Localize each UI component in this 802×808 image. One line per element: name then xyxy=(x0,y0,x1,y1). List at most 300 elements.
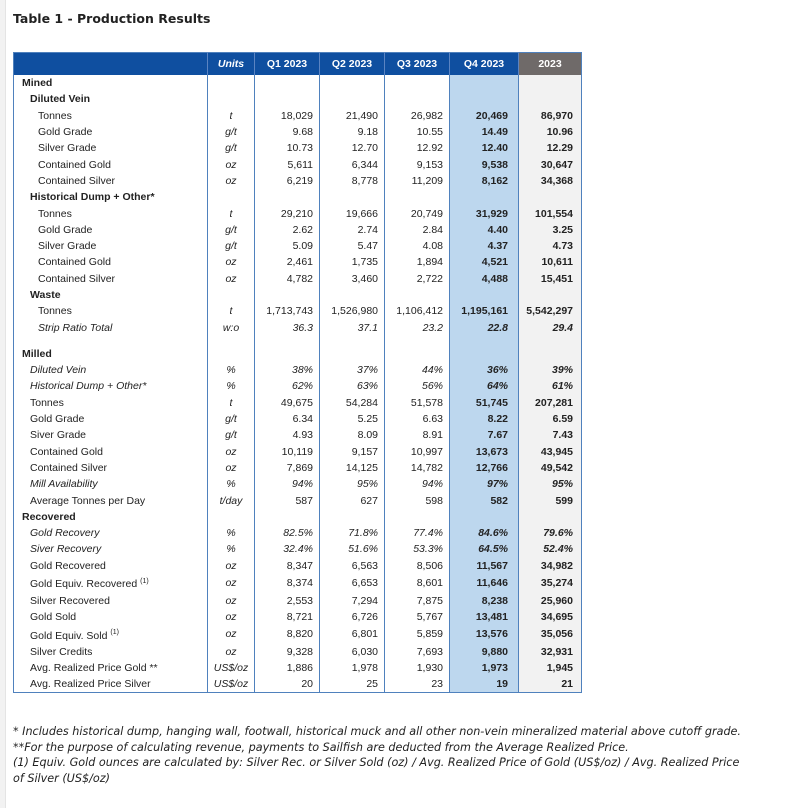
footnotes xyxy=(13,724,753,786)
value-q2: 6,653 xyxy=(320,574,385,593)
value-q3: 94% xyxy=(385,476,450,492)
value-q4: 14.49 xyxy=(450,124,519,140)
value-q2: 1,526,980 xyxy=(320,303,385,319)
value-q3: 6.63 xyxy=(385,411,450,427)
value-q2: 627 xyxy=(320,492,385,508)
value-year: 5,542,297 xyxy=(519,303,582,319)
table-header-row xyxy=(14,53,582,76)
units-cell: % xyxy=(208,541,255,557)
row-label xyxy=(14,558,208,574)
value-q1: 8,347 xyxy=(255,558,320,574)
row-label xyxy=(14,362,208,378)
value-year: 35,274 xyxy=(519,574,582,593)
table-row xyxy=(14,140,582,156)
value-q4 xyxy=(450,91,519,107)
value-q3 xyxy=(385,287,450,303)
value-year: 10,611 xyxy=(519,254,582,270)
value-q4: 64.5% xyxy=(450,541,519,557)
spacer-cell xyxy=(320,336,385,346)
units-cell: t xyxy=(208,395,255,411)
units-cell: oz xyxy=(208,460,255,476)
value-q2: 21,490 xyxy=(320,108,385,124)
row-label-text: Contained Gold xyxy=(30,445,103,458)
row-label-text: Waste xyxy=(30,289,61,301)
units-cell: g/t xyxy=(208,140,255,156)
value-q2: 6,563 xyxy=(320,558,385,574)
row-label xyxy=(14,541,208,557)
value-q1: 6.34 xyxy=(255,411,320,427)
value-q2: 5.25 xyxy=(320,411,385,427)
value-q2 xyxy=(320,189,385,205)
value-q1: 7,869 xyxy=(255,460,320,476)
section-row xyxy=(14,75,582,91)
value-q4: 1,973 xyxy=(450,660,519,676)
value-q4: 4.40 xyxy=(450,222,519,238)
units-cell: t xyxy=(208,303,255,319)
units-cell: t xyxy=(208,205,255,221)
value-year xyxy=(519,91,582,107)
value-year: 15,451 xyxy=(519,271,582,287)
value-q1 xyxy=(255,346,320,362)
value-q2: 37% xyxy=(320,362,385,378)
table-row xyxy=(14,156,582,172)
table-row xyxy=(14,173,582,189)
row-label xyxy=(14,460,208,476)
value-year: 6.59 xyxy=(519,411,582,427)
spacer-cell xyxy=(255,336,320,346)
table-row xyxy=(14,660,582,676)
value-year: 10.96 xyxy=(519,124,582,140)
value-q2: 12.70 xyxy=(320,140,385,156)
units-cell xyxy=(208,189,255,205)
value-q4: 12,766 xyxy=(450,460,519,476)
value-q4 xyxy=(450,346,519,362)
value-q3: 8.91 xyxy=(385,427,450,443)
row-label-text: Milled xyxy=(22,347,52,360)
value-q4: 13,673 xyxy=(450,444,519,460)
row-label xyxy=(14,609,208,625)
value-q2: 14,125 xyxy=(320,460,385,476)
value-q1: 2,461 xyxy=(255,254,320,270)
row-label xyxy=(14,205,208,221)
value-q4: 7.67 xyxy=(450,427,519,443)
table-row xyxy=(14,492,582,508)
value-q1: 4.93 xyxy=(255,427,320,443)
table-row xyxy=(14,238,582,254)
value-q1: 20 xyxy=(255,676,320,693)
spacer-cell xyxy=(385,336,450,346)
value-q1: 29,210 xyxy=(255,205,320,221)
row-label xyxy=(14,427,208,443)
units-cell: oz xyxy=(208,558,255,574)
units-cell: oz xyxy=(208,625,255,644)
value-q4: 12.40 xyxy=(450,140,519,156)
value-q4: 64% xyxy=(450,378,519,394)
value-year: 3.25 xyxy=(519,222,582,238)
units-cell: t xyxy=(208,108,255,124)
value-year: 52.4% xyxy=(519,541,582,557)
value-q4: 11,567 xyxy=(450,558,519,574)
value-q1: 36.3 xyxy=(255,319,320,335)
value-year: 1,945 xyxy=(519,660,582,676)
row-label xyxy=(14,644,208,660)
footnote-marker: (1) xyxy=(140,577,149,585)
value-q3: 2,722 xyxy=(385,271,450,287)
table-row xyxy=(14,592,582,608)
value-q2: 8,778 xyxy=(320,173,385,189)
value-q2: 1,735 xyxy=(320,254,385,270)
row-label xyxy=(14,660,208,676)
value-q2: 63% xyxy=(320,378,385,394)
row-label xyxy=(14,625,208,644)
row-label-text: Silver Recovered xyxy=(30,594,110,607)
value-year: 7.43 xyxy=(519,427,582,443)
value-q4: 13,481 xyxy=(450,609,519,625)
value-q1: 5.09 xyxy=(255,238,320,254)
value-q2: 5.47 xyxy=(320,238,385,254)
row-label xyxy=(14,525,208,541)
value-q3 xyxy=(385,346,450,362)
value-q1: 4,782 xyxy=(255,271,320,287)
value-q4: 51,745 xyxy=(450,395,519,411)
value-q2: 6,030 xyxy=(320,644,385,660)
page-left-border xyxy=(0,0,6,808)
value-year: 79.6% xyxy=(519,525,582,541)
value-year xyxy=(519,287,582,303)
value-year: 35,056 xyxy=(519,625,582,644)
value-q3: 77.4% xyxy=(385,525,450,541)
units-cell: oz xyxy=(208,254,255,270)
row-label xyxy=(14,271,208,287)
table-row xyxy=(14,124,582,140)
value-q3: 8,601 xyxy=(385,574,450,593)
units-cell: w:o xyxy=(208,319,255,335)
table-row xyxy=(14,205,582,221)
units-cell xyxy=(208,509,255,525)
value-q3: 53.3% xyxy=(385,541,450,557)
value-year: 4.73 xyxy=(519,238,582,254)
row-label xyxy=(14,395,208,411)
value-q1: 2.62 xyxy=(255,222,320,238)
row-label-text: Silver Grade xyxy=(38,142,97,155)
row-label-text: Avg. Realized Price Silver xyxy=(30,678,151,691)
value-q2: 19,666 xyxy=(320,205,385,221)
section-row xyxy=(14,91,582,107)
value-q4 xyxy=(450,509,519,525)
value-q3: 10,997 xyxy=(385,444,450,460)
row-label-text: Tonnes xyxy=(38,207,72,220)
value-q3: 23.2 xyxy=(385,319,450,335)
table-row xyxy=(14,541,582,557)
value-q2 xyxy=(320,75,385,91)
value-q4: 4,521 xyxy=(450,254,519,270)
table-row xyxy=(14,362,582,378)
value-q4: 9,880 xyxy=(450,644,519,660)
units-cell: oz xyxy=(208,592,255,608)
section-label xyxy=(14,75,208,91)
row-label-text: Silver Credits xyxy=(30,645,93,658)
value-q2: 9,157 xyxy=(320,444,385,460)
value-q4: 36% xyxy=(450,362,519,378)
row-label-text: Contained Gold xyxy=(38,158,111,171)
row-label-text: Tonnes xyxy=(38,109,72,122)
value-q1: 6,219 xyxy=(255,173,320,189)
units-cell xyxy=(208,287,255,303)
value-q1 xyxy=(255,189,320,205)
value-q1: 10,119 xyxy=(255,444,320,460)
row-label xyxy=(14,492,208,508)
value-q2: 6,801 xyxy=(320,625,385,644)
value-q3: 11,209 xyxy=(385,173,450,189)
value-q1 xyxy=(255,91,320,107)
value-q1 xyxy=(255,287,320,303)
row-label-text: Gold Recovery xyxy=(30,527,100,540)
section-row xyxy=(14,287,582,303)
value-q1: 38% xyxy=(255,362,320,378)
value-q1: 49,675 xyxy=(255,395,320,411)
value-year: 21 xyxy=(519,676,582,693)
spacer-cell xyxy=(519,336,582,346)
row-label xyxy=(14,411,208,427)
row-label-text: Average Tonnes per Day xyxy=(30,494,146,507)
value-q1: 8,721 xyxy=(255,609,320,625)
value-year: 49,542 xyxy=(519,460,582,476)
spacer-cell xyxy=(450,336,519,346)
value-q4: 9,538 xyxy=(450,156,519,172)
footnote-marker: (1) xyxy=(110,629,119,636)
header-year: 2023 xyxy=(519,53,582,76)
value-q3: 20,749 xyxy=(385,205,450,221)
spacer-row xyxy=(14,336,582,346)
units-cell xyxy=(208,346,255,362)
value-q3: 51,578 xyxy=(385,395,450,411)
value-q3: 23 xyxy=(385,676,450,693)
row-label-text: Gold Equiv. Sold xyxy=(30,629,108,642)
row-label xyxy=(14,140,208,156)
row-label-text: Gold Grade xyxy=(30,413,85,426)
units-cell: % xyxy=(208,362,255,378)
footnote-asterisk: * Includes historical dump, hanging wall, footwall, historical muck and all other non-vein mineralized material above cutoff grade. xyxy=(13,725,741,738)
units-cell: g/t xyxy=(208,124,255,140)
row-label xyxy=(14,574,208,593)
units-cell xyxy=(208,91,255,107)
table-row xyxy=(14,609,582,625)
row-label-text: Historical Dump + Other* xyxy=(30,191,155,204)
value-q1: 10.73 xyxy=(255,140,320,156)
value-year xyxy=(519,346,582,362)
row-label-text: Recovered xyxy=(22,510,76,523)
row-label xyxy=(14,378,208,394)
value-q3: 9,153 xyxy=(385,156,450,172)
units-cell: oz xyxy=(208,574,255,593)
row-label xyxy=(14,444,208,460)
row-label xyxy=(14,238,208,254)
units-cell: t/day xyxy=(208,492,255,508)
value-q3 xyxy=(385,91,450,107)
table-row xyxy=(14,303,582,319)
row-label-text: Tonnes xyxy=(30,396,64,409)
value-q4: 11,646 xyxy=(450,574,519,593)
row-label xyxy=(14,124,208,140)
header-q4: Q4 2023 xyxy=(450,53,519,76)
units-cell: oz xyxy=(208,156,255,172)
row-label-text: Diluted Vein xyxy=(30,93,91,106)
units-cell: % xyxy=(208,476,255,492)
header-q2: Q2 2023 xyxy=(320,53,385,76)
value-q4: 13,576 xyxy=(450,625,519,644)
spacer-cell xyxy=(14,336,208,346)
table-row xyxy=(14,460,582,476)
value-q2: 7,294 xyxy=(320,592,385,608)
value-q2: 8.09 xyxy=(320,427,385,443)
row-label xyxy=(14,676,208,693)
row-label-text: Historical Dump + Other* xyxy=(30,380,147,393)
table-row xyxy=(14,427,582,443)
section-label xyxy=(14,91,208,107)
row-label-text: Tonnes xyxy=(38,305,72,318)
units-cell: g/t xyxy=(208,411,255,427)
row-label-text: Avg. Realized Price Gold ** xyxy=(30,661,158,674)
value-q1: 32.4% xyxy=(255,541,320,557)
row-label-text: Strip Ratio Total xyxy=(38,321,113,334)
value-q2: 95% xyxy=(320,476,385,492)
table-row xyxy=(14,271,582,287)
value-q1: 18,029 xyxy=(255,108,320,124)
table-row xyxy=(14,676,582,693)
footnote-equiv: (1) Equiv. Gold ounces are calculated by: Silver Rec. or Silver Sold (oz) / Avg. Realized Price of Gold (US$/oz) / Avg. Realized Price of Silver (US$/oz) xyxy=(13,756,740,785)
value-q4: 84.6% xyxy=(450,525,519,541)
value-q3: 12.92 xyxy=(385,140,450,156)
table-row xyxy=(14,395,582,411)
value-q3: 4.08 xyxy=(385,238,450,254)
value-q4: 8.22 xyxy=(450,411,519,427)
value-q4: 20,469 xyxy=(450,108,519,124)
value-q4: 582 xyxy=(450,492,519,508)
row-label xyxy=(14,254,208,270)
row-label-text: Mill Availability xyxy=(30,478,98,491)
value-q2: 6,726 xyxy=(320,609,385,625)
row-label-text: Gold Sold xyxy=(30,610,77,623)
value-q1 xyxy=(255,509,320,525)
value-q3: 7,693 xyxy=(385,644,450,660)
value-q1: 5,611 xyxy=(255,156,320,172)
row-label-text: Gold Grade xyxy=(38,126,93,139)
value-q4: 8,162 xyxy=(450,173,519,189)
section-label xyxy=(14,509,208,525)
value-q1: 94% xyxy=(255,476,320,492)
row-label xyxy=(14,592,208,608)
units-cell: oz xyxy=(208,444,255,460)
units-cell: g/t xyxy=(208,222,255,238)
value-q4 xyxy=(450,189,519,205)
section-label xyxy=(14,287,208,303)
units-cell xyxy=(208,75,255,91)
table-row xyxy=(14,644,582,660)
section-row xyxy=(14,509,582,525)
row-label-text: Contained Silver xyxy=(38,174,116,187)
row-label-text: Contained Silver xyxy=(30,461,108,474)
value-q4: 22.8 xyxy=(450,319,519,335)
value-q1: 82.5% xyxy=(255,525,320,541)
value-q2: 25 xyxy=(320,676,385,693)
value-q2: 54,284 xyxy=(320,395,385,411)
value-q1: 587 xyxy=(255,492,320,508)
value-q2: 2.74 xyxy=(320,222,385,238)
value-q1: 9,328 xyxy=(255,644,320,660)
value-year: 29.4 xyxy=(519,319,582,335)
table-title: Table 1 - Production Results xyxy=(13,11,211,26)
units-cell: g/t xyxy=(208,427,255,443)
value-q3: 1,930 xyxy=(385,660,450,676)
table-row xyxy=(14,319,582,335)
value-q2 xyxy=(320,346,385,362)
value-year xyxy=(519,189,582,205)
value-year xyxy=(519,509,582,525)
value-q3: 1,106,412 xyxy=(385,303,450,319)
units-cell: % xyxy=(208,525,255,541)
value-q2: 1,978 xyxy=(320,660,385,676)
table-row xyxy=(14,444,582,460)
table-row xyxy=(14,558,582,574)
row-label-text: Mined xyxy=(22,77,53,90)
row-label xyxy=(14,156,208,172)
value-q3 xyxy=(385,189,450,205)
row-label-text: Contained Gold xyxy=(38,256,111,269)
units-cell: oz xyxy=(208,644,255,660)
value-q3: 5,767 xyxy=(385,609,450,625)
value-q4 xyxy=(450,287,519,303)
units-cell: oz xyxy=(208,173,255,189)
footnote-double-asterisk: **For the purpose of calculating revenue, payments to Sailfish are deducted from the Average Realized Price. xyxy=(13,740,629,754)
value-q4 xyxy=(450,75,519,91)
table-row xyxy=(14,222,582,238)
table-body xyxy=(14,75,582,693)
value-year: 101,554 xyxy=(519,205,582,221)
row-label-text: Contained Silver xyxy=(38,272,116,285)
value-q4: 97% xyxy=(450,476,519,492)
value-year: 39% xyxy=(519,362,582,378)
value-q4: 1,195,161 xyxy=(450,303,519,319)
value-q3: 14,782 xyxy=(385,460,450,476)
row-label xyxy=(14,303,208,319)
production-results-table xyxy=(13,52,582,693)
table-row xyxy=(14,574,582,593)
table-row xyxy=(14,411,582,427)
units-cell: US$/oz xyxy=(208,660,255,676)
value-q2 xyxy=(320,287,385,303)
row-label-text: Gold Grade xyxy=(38,223,93,236)
value-q2: 37.1 xyxy=(320,319,385,335)
units-cell: oz xyxy=(208,271,255,287)
table-row xyxy=(14,525,582,541)
value-q1: 8,820 xyxy=(255,625,320,644)
value-q3: 1,894 xyxy=(385,254,450,270)
value-year xyxy=(519,75,582,91)
section-label xyxy=(14,189,208,205)
value-q2 xyxy=(320,509,385,525)
units-cell: % xyxy=(208,378,255,394)
value-q3 xyxy=(385,509,450,525)
value-q4: 4,488 xyxy=(450,271,519,287)
row-label-text: Diluted Vein xyxy=(30,364,87,377)
units-cell: g/t xyxy=(208,238,255,254)
value-q2: 51.6% xyxy=(320,541,385,557)
value-q1: 9.68 xyxy=(255,124,320,140)
value-year: 207,281 xyxy=(519,395,582,411)
value-q2: 9.18 xyxy=(320,124,385,140)
header-label xyxy=(14,53,208,76)
value-year: 30,647 xyxy=(519,156,582,172)
